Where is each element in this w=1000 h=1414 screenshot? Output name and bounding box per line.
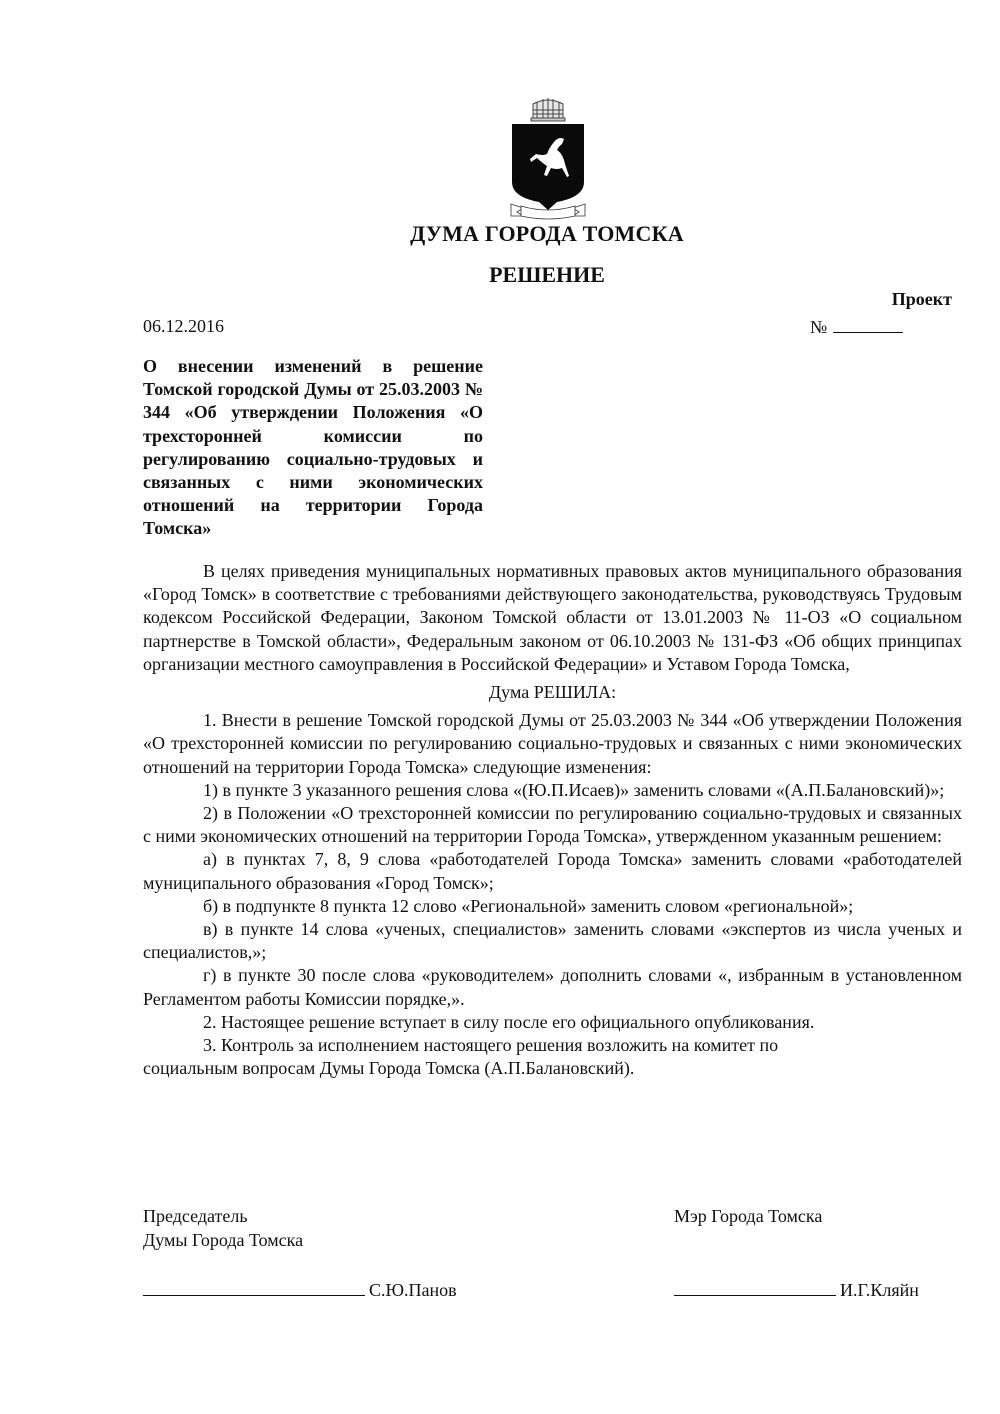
item-1-2: 2) в Положении «О трехсторонней комиссии по регулированию социально-трудовых и связанных с ними экономических отношений на территории Города Томска», утвержденном указанным решением: bbox=[143, 803, 962, 847]
coat-of-arms-emblem bbox=[507, 92, 589, 220]
signature-blank-line bbox=[143, 1275, 365, 1296]
item-1-2-v: в) в пункте 14 слова «ученых, специалистов» заменить словами «экспертов из числа ученых и специалистов,»; bbox=[143, 919, 962, 963]
mayor-signature-block bbox=[674, 1205, 822, 1229]
organization-title: ДУМА ГОРОДА ТОМСКА bbox=[410, 221, 684, 246]
item-1-2-a: а) в пунктах 7, 8, 9 слова «работодателей Города Томска» заменить словами «работодателей муниципального образования «Город Томск»; bbox=[143, 849, 962, 893]
mayor-signature-line bbox=[674, 1275, 919, 1301]
item-1-1: 1) в пункте 3 указанного решения слова «(Ю.П.Исаев)» заменить словами «(А.П.Балановский)»; bbox=[203, 779, 945, 800]
document-body bbox=[143, 560, 962, 1080]
item-1-2-g: г) в пункте 30 после слова «руководителем» дополнить словами «, избранным в установленном Регламентом работы Комиссии порядке,». bbox=[143, 965, 962, 1009]
number-label: № bbox=[810, 317, 828, 337]
document-number bbox=[810, 316, 903, 338]
signature-blank-line bbox=[674, 1275, 836, 1296]
mayor-name: И.Г.Кляйн bbox=[840, 1280, 919, 1300]
mayor-title: Мэр Города Томска bbox=[674, 1206, 823, 1226]
draft-label: Проект bbox=[891, 289, 952, 309]
chairman-title-line2: Думы Города Томска bbox=[143, 1229, 304, 1250]
chairman-name: С.Ю.Панов bbox=[369, 1280, 457, 1300]
crown-icon bbox=[531, 98, 565, 121]
chairman-signature-line bbox=[143, 1275, 457, 1301]
resolved-heading: Дума РЕШИЛА: bbox=[488, 682, 617, 703]
item-2: 2. Настоящее решение вступает в силу после его официального опубликования. bbox=[203, 1011, 815, 1032]
document-subject: О внесении изменений в решение Томской городской Думы от 25.03.2003 № 344 «Об утверждении Положения «О трехсторонней комиссии по регулированию социально-трудовых и связанных с ними экономических отношений на территории Города Томска» bbox=[143, 356, 483, 539]
item-1-2-b: б) в подпункте 8 пункта 12 слово «Региональной» заменить словом «региональной»; bbox=[203, 895, 854, 916]
item-1: 1. Внести в решение Томской городской Думы от 25.03.2003 № 344 «Об утверждении Положения «О трехсторонней комиссии по регулированию социально-трудовых и связанных с ними экономических отношений на территории Города Томска» следующие изменения: bbox=[143, 710, 962, 777]
number-blank-line bbox=[833, 316, 903, 333]
coat-of-arms-icon bbox=[507, 92, 589, 220]
chairman-signature-block bbox=[143, 1205, 303, 1252]
document-date: 06.12.2016 bbox=[143, 316, 224, 336]
chairman-title-line1: Председатель bbox=[143, 1206, 248, 1226]
document-type-heading: РЕШЕНИЕ bbox=[489, 262, 605, 287]
preamble-paragraph: В целях приведения муниципальных нормативных правовых актов муниципального образования «Город Томск» в соответствие с требованиями действующего законодательства, руководствуясь Трудовым кодексом Российской Федерации, Законом Томской области от 13.01.2003 № 11-ОЗ «О социальном партнерстве в Томской области», Федеральным законом от 06.10.2003 № 131-ФЗ «Об общих принципах организации местного самоуправления в Российской Федерации» и Уставом Города Томска, bbox=[143, 561, 962, 674]
item-3: 3. Контроль за исполнением настоящего решения возложить на комитет по социальным вопросам Думы Города Томска (А.П.Балановский). bbox=[143, 1035, 779, 1079]
